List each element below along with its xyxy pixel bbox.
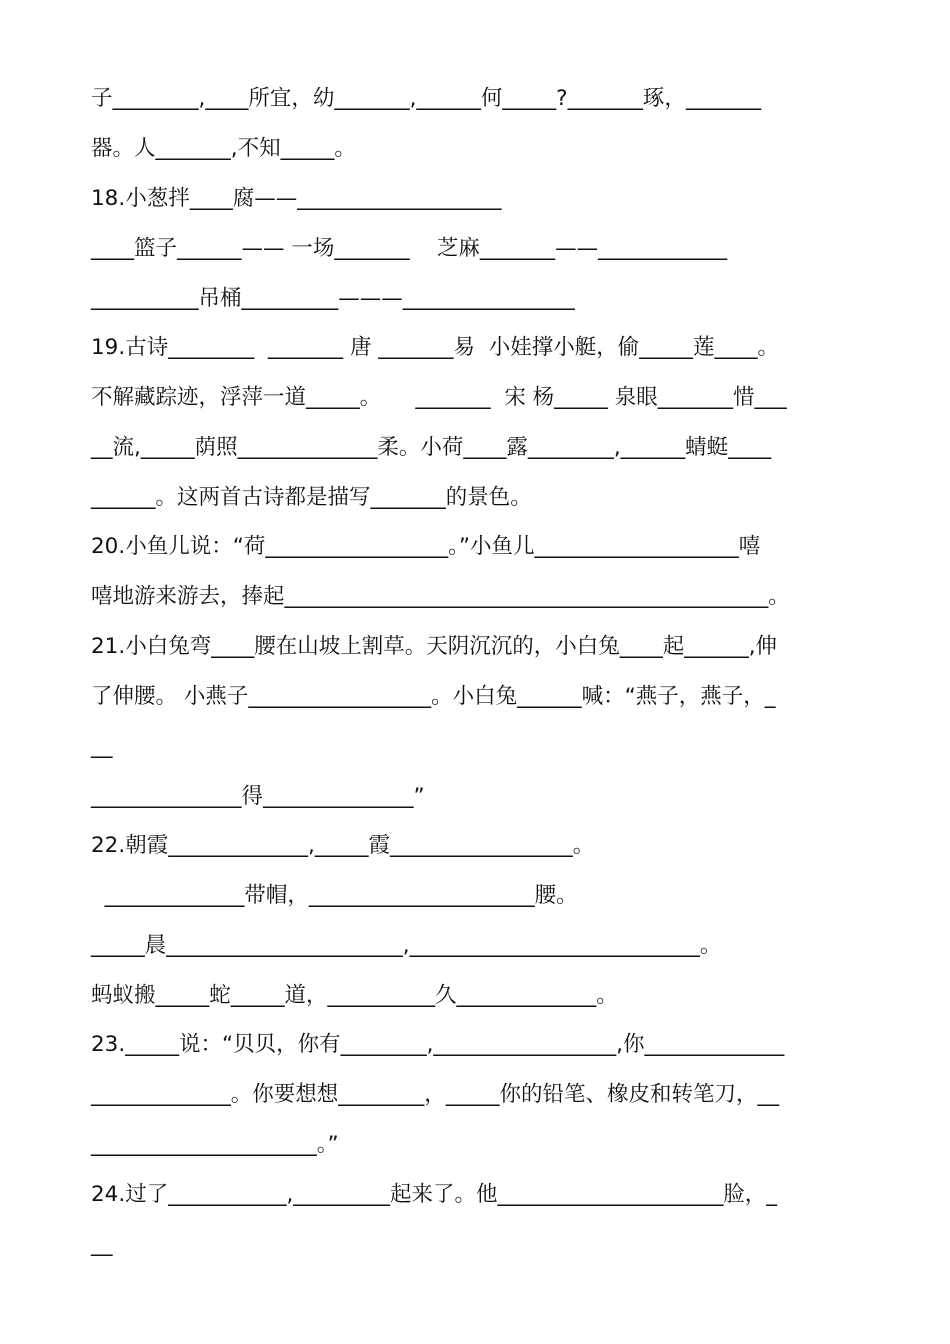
text-line: 了伸腰。 小燕子_________________。小白兔______喊：“燕子，燕子，_ [91,684,776,709]
text-line: __ [91,1232,113,1257]
text-line: __ [91,734,113,759]
text-line: 嘻地游来游去，捧起_____________________________________________。 [91,584,790,609]
text-line: __________吊桶_________———________________ [91,286,575,311]
text-line: 不解藏踪迹，浮萍一道_____。 _______ 宋 杨_____ 泉眼_______惜___ [91,385,787,410]
question-23-line: 23._____说：“贝贝，你有________,_________________,你_____________ [91,1032,785,1057]
text-line: _____________。你要想想________，_____你的铅笔、橡皮和转笔刀，__ [91,1082,780,1107]
question-18-line: 18.小葱拌____腐——___________________ [91,186,502,211]
question-22-line: 22.朝霞_____________,_____霞_________________。 [91,833,595,858]
text-line: ______________得______________” [91,784,425,809]
question-24-line: 24.过了___________,_________起来了。他_____________________脸，_ [91,1182,778,1207]
text-line: 蚂蚁搬_____蛇_____道，__________久_____________。 [91,983,618,1008]
text-line: _____________________。” [91,1132,339,1157]
question-20-line: 20.小鱼儿说：“荷_________________。”小鱼儿___________________嘻 [91,534,761,559]
text-line: 器。人_______,不知_____。 [91,136,356,161]
question-21-line: 21.小白兔弯____腰在山坡上割草。天阴沉沉的，小白兔____起______,伸 [91,634,778,659]
text-line: ____篮子______—— 一场_______ 芝麻_______——____________ [91,236,728,261]
text-line: _____晨______________________,___________________________。 [91,933,722,958]
text-line: __流,_____荫照_____________柔。小荷____露________,______蜻蜓____ [91,435,772,460]
text-line: ______。这两首古诗都是描写_______的景色。 [91,485,532,510]
text-line: _____________带帽，_____________________腰。 [91,883,578,908]
question-19-line: 19.古诗________ _______ 唐 _______易 小娃撑小艇，偷_____莲____。 [91,335,779,360]
text-line: 子________,____所宜，幼_______,______何_____?_______琢，_______ [91,86,762,111]
